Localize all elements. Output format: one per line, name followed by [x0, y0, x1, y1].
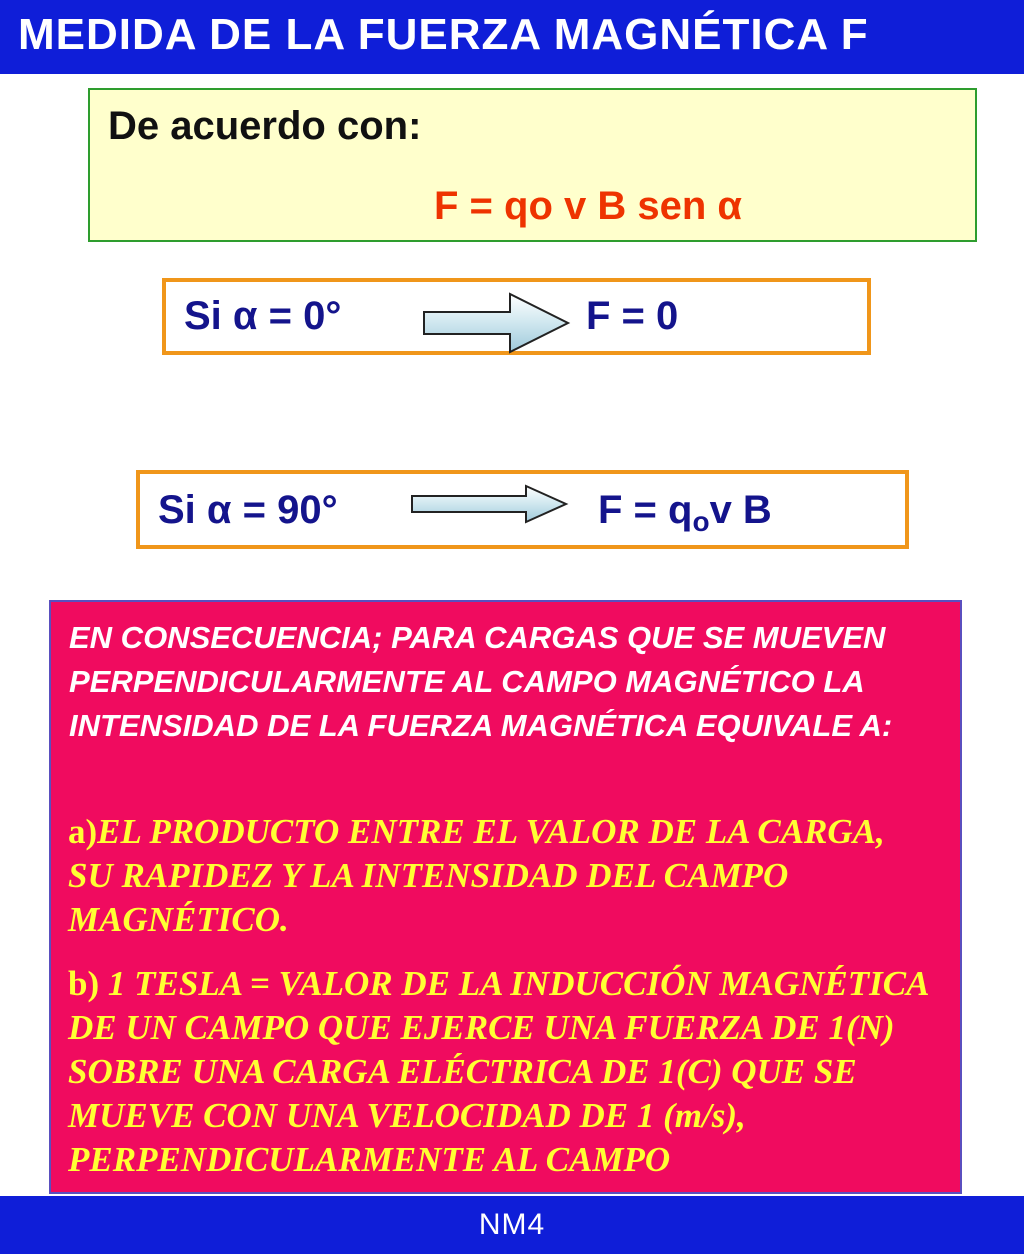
case-alpha-0 — [162, 278, 871, 355]
page-title: MEDIDA DE LA FUERZA MAGNÉTICA F — [18, 10, 869, 59]
footer-bar — [0, 1196, 1024, 1254]
right-arrow-icon — [410, 484, 570, 524]
case-alpha-0-condition: Si α = 0° — [184, 294, 342, 338]
case-alpha-90-condition: Si α = 90° — [158, 488, 338, 532]
case-alpha-90 — [136, 470, 909, 549]
point-a: a)EL PRODUCTO ENTRE EL VALOR DE LA CARGA, SU RAPIDEZ Y LA INTENSIDAD DEL CAMPO MAGNÉTICO. — [68, 812, 885, 939]
right-arrow-icon — [422, 292, 572, 354]
force-formula: F = qo v B sen α — [434, 184, 742, 228]
formula-intro: De acuerdo con: — [108, 104, 422, 148]
footer-label: NM4 — [478, 1208, 546, 1241]
conclusion-text: EN CONSECUENCIA; PARA CARGAS QUE SE MUEVEN PERPENDICULARMENTE AL CAMPO MAGNÉTICO LA INTENSIDAD DE LA FUERZA MAGNÉTICA EQUIVALE A: — [69, 620, 893, 743]
formula-box — [88, 88, 977, 242]
case-alpha-0-result: F = 0 — [586, 294, 679, 338]
case-alpha-90-result: $F = q_ov$ B — [598, 488, 772, 537]
point-b: b) 1 TESLA = VALOR DE LA INDUCCIÓN MAGNÉTICA DE UN CAMPO QUE EJERCE UNA FUERZA DE 1(N) SOBRE UNA CARGA ELÉCTRICA DE 1(C) QUE SE MUEVE CON UNA VELOCIDAD DE 1 (m/s), PERPENDICULARMENTE AL CAMPO — [68, 964, 928, 1179]
title-bar — [0, 0, 1024, 74]
conclusion-box — [49, 600, 962, 1194]
